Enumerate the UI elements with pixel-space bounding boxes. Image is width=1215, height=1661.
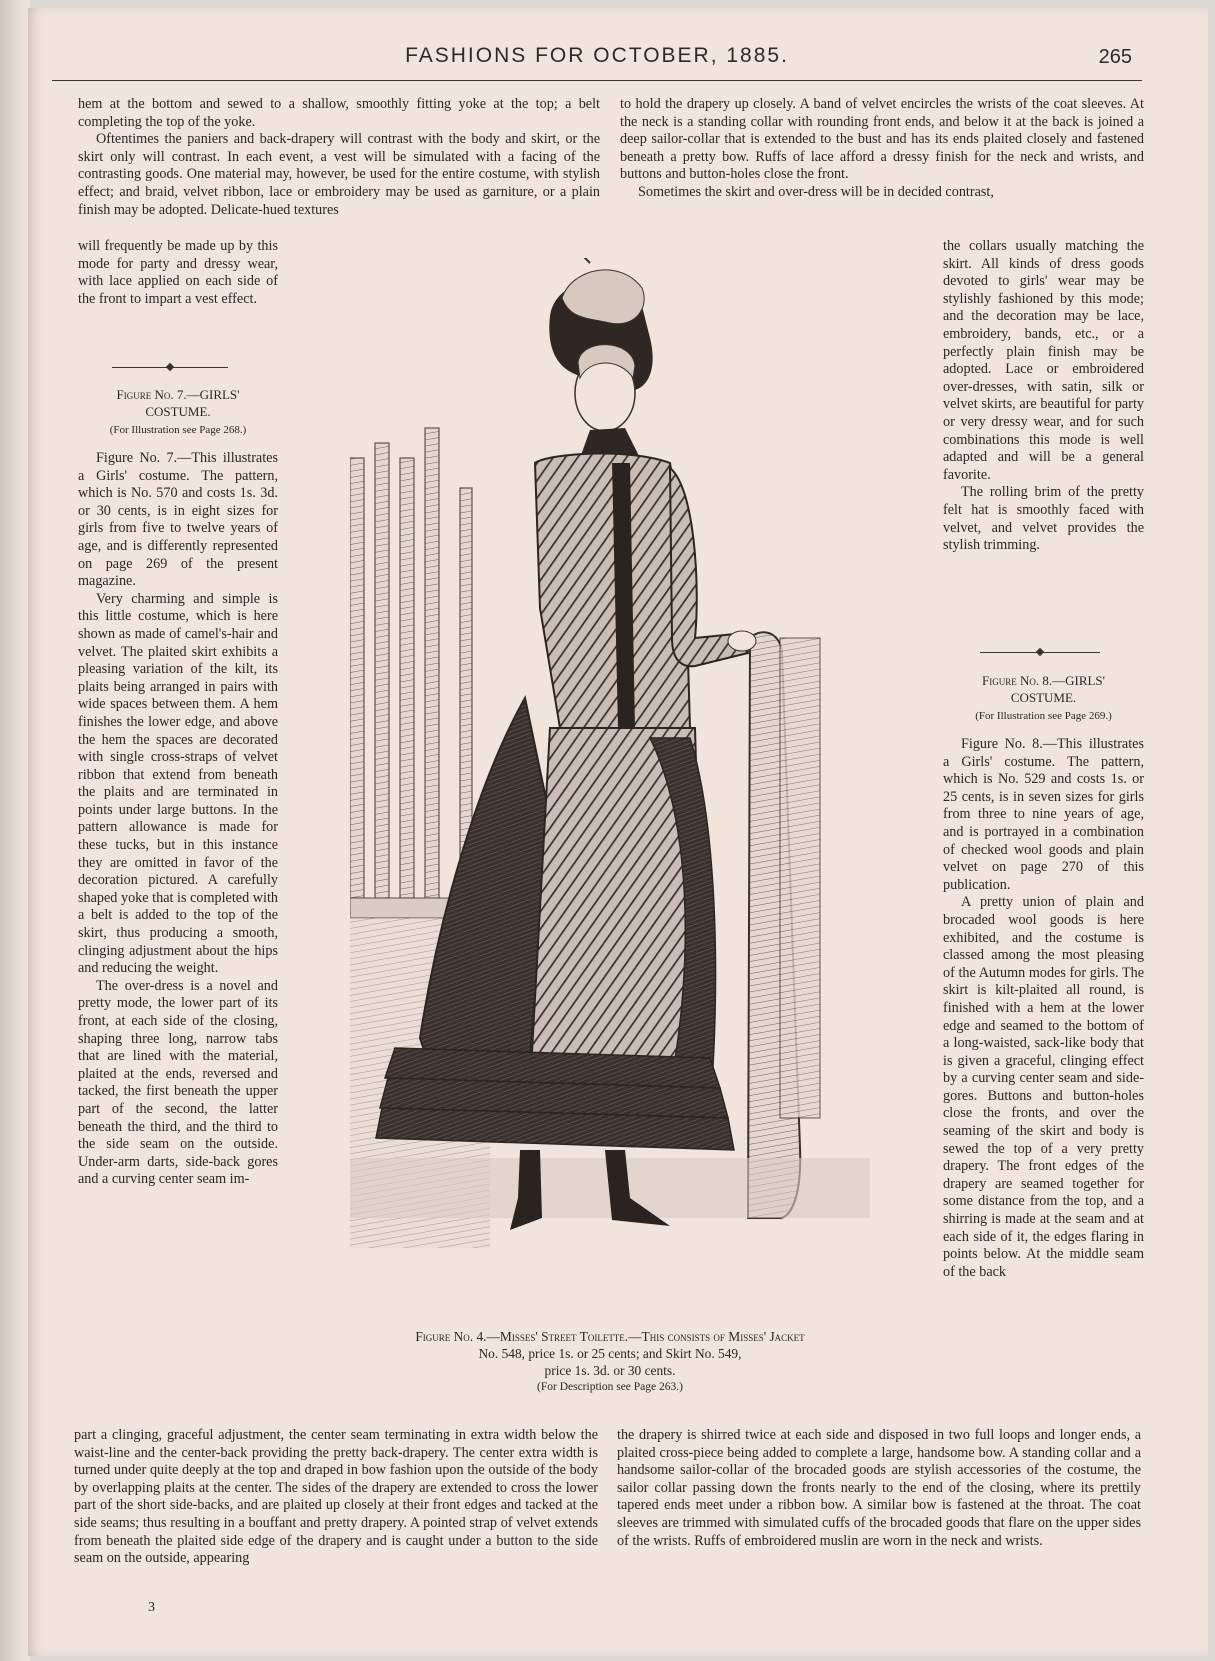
paragraph: to hold the drapery up closely. A band of velvet encircles the wrists of the coat sleeves. At the neck is a standing collar with rounding front ends, and below it at the back is joined a deep sailor-collar that is extended to the bust and has its ends plaited closely and fastened beneath a pretty bow. Ruffs of lace afford a dressy finish for the neck and wrists, and buttons and button-holes close the front. bbox=[620, 96, 1144, 183]
page-header bbox=[52, 44, 1142, 81]
paragraph: Figure No. 7.—This illustrates a Girls' costume. The pattern, which is No. 570 and costs 1s. 3d. or 30 cents, is in eight sizes for girls from five to twelve years of age, and is differently represented on page 269 of the present magazine. bbox=[78, 450, 278, 590]
fig7-text bbox=[78, 450, 278, 1189]
fig8-heading-line2: COSTUME. bbox=[1010, 690, 1077, 705]
section-divider bbox=[980, 652, 1100, 653]
right-narrow-text bbox=[943, 238, 1144, 555]
fig7-heading-line2: COSTUME. bbox=[145, 404, 211, 419]
fig7-heading-line1: Figure No. 7.—GIRLS' bbox=[116, 387, 240, 402]
paragraph: will frequently be made up by this mode for party and dressy wear, with lace applied on each side of the front to impart a vest effect. bbox=[78, 238, 278, 307]
fig7-ref: (For Illustration see Page 268.) bbox=[109, 424, 247, 436]
folio-number: 3 bbox=[148, 1600, 155, 1615]
caption-line1: Figure No. 4.—Misses' Street Toilette.—This consists of Misses' Jacket bbox=[415, 1329, 805, 1344]
caption-ref: (For Description see Page 263.) bbox=[537, 1381, 683, 1393]
running-title: FASHIONS FOR OCTOBER, 1885. bbox=[405, 44, 789, 67]
fig8-heading bbox=[943, 672, 1144, 725]
bottom-right-text bbox=[617, 1427, 1141, 1550]
book-spine bbox=[0, 0, 30, 1661]
caption-line3: price 1s. 3d. or 30 cents. bbox=[544, 1363, 676, 1378]
fig8-text bbox=[943, 736, 1144, 1281]
fig8-heading-line1: Figure No. 8.—GIRLS' bbox=[981, 673, 1105, 688]
right-top-text bbox=[620, 96, 1144, 202]
fashion-illustration bbox=[350, 258, 870, 1320]
paragraph: the drapery is shirred twice at each side and disposed in two full loops and longer ends, a plaited cross-piece being added to complete a large, handsome bow. A standing collar and a handsome sailor-collar of the brocaded goods are stylish accessories of the costume, the sailor collar passing down the fronts nearly to the end of the closing, where its prettily tapered ends meet under a ribbon bow. A similar bow is fastened at the throat. The coat sleeves are trimmed with simulated cuffs of the brocaded goods that flare on the upper sides of the wrists. Ruffs of embroidered muslin are worn in the neck and wrists. bbox=[617, 1427, 1141, 1549]
paragraph: Oftentimes the paniers and back-drapery will contrast with the body and skirt, or the skirt only will contrast. In each event, a vest will be simulated with a facing of the contrasting goods. One material may, however, be used for the entire costume, with stylish effect; and braid, velvet ribbon, lace or embroidery may be used as garniture, or a plain finish may be adopted. Delicate-hued textures bbox=[78, 131, 600, 218]
fig7-heading bbox=[78, 386, 278, 439]
background-columns bbox=[350, 428, 472, 898]
left-top-text bbox=[78, 96, 600, 219]
left-narrow-text bbox=[78, 238, 278, 308]
paragraph: Figure No. 8.—This illustrates a Girls' costume. The pattern, which is No. 529 and costs 1s. or 25 cents, is in seven sizes for girls from three to nine years of age, and is portrayed in a combination of checked wool goods and plain velvet on page 270 of this publication. bbox=[943, 736, 1144, 893]
page-number: 265 bbox=[1098, 46, 1132, 68]
paragraph: part a clinging, graceful adjustment, the center seam terminating in extra width below the waist-line and the center-back providing the pretty back-drapery. The center extra width is turned under quite deeply at the top and draped in bow fashion upon the outside of the body by overlapping plaits at the center. The sides of the drapery are extended to cross the lower part of the short side-backs, and are plaited up closely at their front edges and tacked at the side seams; thus resulting in a bouffant and pretty drapery. A pointed strap of velvet extends from beneath the plaited side edge of the drapery and is caught under a button to the side seam on the outside, appearing bbox=[74, 1427, 598, 1567]
paragraph: A pretty union of plain and brocaded wool goods is here exhibited, and the costume is classed among the most pleasing of the Autumn modes for girls. The skirt is kilt-plaited all round, is finished with a hem at the lower edge and seamed to the bottom of a long-waisted, sack-like body that is given a graceful, clinging effect by a curving center seam and side-gores. Buttons and button-holes close the fronts, and over the seaming of the skirt and body is sewed the top of a very pretty drapery. The front edges of the drapery are seamed together for some distance from the top, and a shirring is made at the seam and at each side of it, the edges flaring in points below. At the middle seam of the back bbox=[943, 894, 1144, 1280]
skirt-ruffles bbox=[376, 1048, 734, 1150]
paragraph: Sometimes the skirt and over-dress will be in decided contrast, bbox=[638, 183, 994, 200]
paragraph: The over-dress is a novel and pretty mode, the lower part of its front, at each side of the closing, shaping three long, narrow tabs that are lined with the material, plaited at the ends, reversed and tacked, the first beneath the upper part of the second, the latter beneath the third, and the third to the side seam on the outside. Under-arm darts, side-back gores and a curving center seam im- bbox=[78, 977, 278, 1188]
paragraph: the collars usually matching the skirt. All kinds of dress goods devoted to girls' wear may be stylishly fashioned by this mode; and the decoration may be lace, embroidery, bands, etc., or a perfectly plain finish may be adopted. Lace or embroidered over-dresses, with satin, silk or velvet skirts, are beautiful for party or very dressy wear, and for such combinations this mode is well adapted and will be a general favorite. bbox=[943, 238, 1144, 483]
fig8-ref: (For Illustration see Page 269.) bbox=[975, 710, 1112, 722]
section-divider bbox=[112, 367, 228, 368]
paragraph: hem at the bottom and sewed to a shallow, smoothly fitting yoke at the top; a belt completing the top of the yoke. bbox=[78, 96, 600, 130]
paragraph: The rolling brim of the pretty felt hat is smoothly faced with velvet, and velvet provides the stylish trimming. bbox=[943, 484, 1144, 554]
illustration-caption bbox=[330, 1328, 890, 1396]
bottom-left-text bbox=[74, 1427, 598, 1568]
paragraph: Very charming and simple is this little costume, which is here shown as made of camel's-hair and velvet. The plaited skirt exhibits a pleasing variation of the kilt, its plaits being arranged in pairs with wide spaces between them. A hem finishes the lower edge, and above the hem the spaces are decorated with single cross-straps of velvet ribbon that extend from beneath the plaits and are terminated in points under large buttons. In the pattern allowance is made for these tucks, but in this instance they are omitted in favor of the decoration pictured. A carefully shaped yoke that is completed with a belt is added to the top of the skirt, thus producing a smooth, clinging adjustment about the hips and reducing the weight. bbox=[78, 590, 278, 977]
caption-line2: No. 548, price 1s. or 25 cents; and Skirt No. 549, bbox=[478, 1346, 742, 1361]
